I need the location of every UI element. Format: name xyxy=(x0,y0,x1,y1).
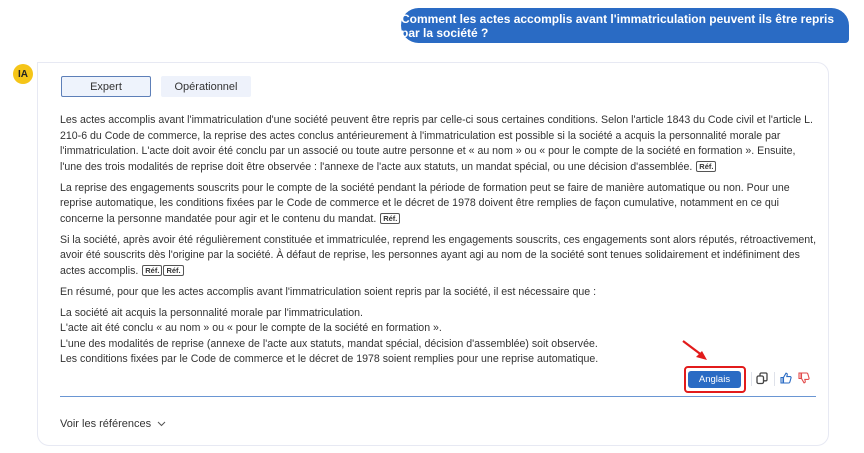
thumbs-down-icon[interactable] xyxy=(797,370,811,386)
summary-item: La société ait acquis la personnalité morale par l'immatriculation. xyxy=(60,306,363,319)
response-paragraph: La reprise des engagements souscrits pour le compte de la société pendant la période de formation peut se faire de manière automatique ou non. Pour une reprise automatique, les conditions fixées par le Code de commerce et le décret de 1978 doivent être remplies de façon cumulative, notamment en ce qui concerne la personne mandatée pour agir et le contenu du mandat. Réf. xyxy=(60,181,790,225)
assistant-response-card xyxy=(37,62,829,446)
tab-expert[interactable]: Expert xyxy=(61,76,151,97)
reference-link[interactable]: Réf. xyxy=(163,265,183,276)
separator xyxy=(751,372,752,386)
translate-english-button[interactable]: Anglais xyxy=(688,371,741,388)
summary-item: L'acte ait été conclu « au nom » ou « pour le compte de la société en formation ». xyxy=(60,322,442,334)
response-mode-tabs xyxy=(61,76,251,97)
actions-divider xyxy=(60,396,816,397)
assistant-avatar: IA xyxy=(13,64,33,84)
user-message-bubble xyxy=(401,8,849,43)
response-paragraph: Les actes accomplis avant l'immatriculation d'une société peuvent être repris par celle-ci sous certaines conditions. Selon l'article 1843 du Code civil et l'article L. 210-6 du Code de commerce, la reprise des actes conclus antérieurement à l'immatriculation est possible si la société a acquis la personnalité morale par l'immatriculation. L'acte doit avoir été conclu par un associé ou toute autre personne et « au nom » ou « pour le compte de la société en formation ». Ensuite, l'une des trois modalités de reprise doit être observée : l'annexe de l'acte aux statuts, un mandat spécial, ou une décision d'assemblée. Réf. xyxy=(60,114,813,173)
copy-icon[interactable] xyxy=(755,370,769,386)
summary-item: Les conditions fixées par le Code de commerce et le décret de 1978 soient remplies pour une reprise automatique. xyxy=(60,353,599,365)
see-references-label: Voir les références xyxy=(60,418,152,430)
reference-link[interactable]: Réf. xyxy=(380,213,400,224)
user-message-text: Comment les actes accomplis avant l'immatriculation peuvent ils être repris par la société ? xyxy=(401,11,835,40)
see-references-toggle[interactable] xyxy=(60,418,166,430)
thumbs-up-icon[interactable] xyxy=(779,370,793,386)
tab-operationnel[interactable]: Opérationnel xyxy=(161,76,251,97)
reference-link[interactable]: Réf. xyxy=(696,161,716,172)
reference-link[interactable]: Réf. xyxy=(142,265,162,276)
response-paragraph: En résumé, pour que les actes accomplis avant l'immatriculation soient repris par la société, il est nécessaire que : xyxy=(60,285,597,298)
response-content xyxy=(60,113,820,373)
annotation-arrow-icon xyxy=(681,339,711,363)
chevron-down-icon xyxy=(157,421,166,427)
response-paragraph: Si la société, après avoir été régulièrement constituée et immatriculée, reprend les engagements souscrits, ces engagements sont alors réputés, rétroactivement, avoir été souscrits dès l'origine par la société. À défaut de reprise, les personnes ayant agi au nom de la société sont tenues solidairement et indéfiniment des actes accomplis. Réf. Réf. xyxy=(60,233,817,277)
separator xyxy=(774,372,775,386)
summary-item: L'une des modalités de reprise (annexe de l'acte aux statuts, mandat spécial, décision d'assemblée) soit observée. xyxy=(60,337,598,350)
